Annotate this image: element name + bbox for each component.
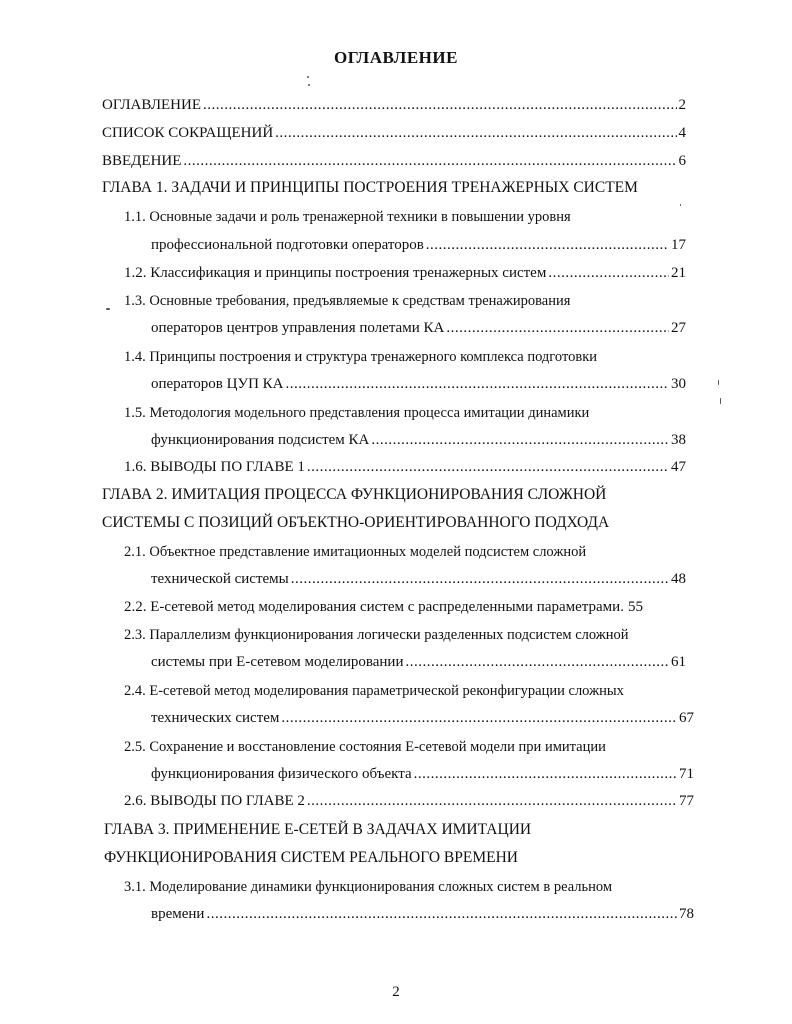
toc-entry-title: 1.6. ВЫВОДЫ ПО ГЛАВЕ 1 bbox=[124, 459, 305, 475]
scan-speck bbox=[680, 204, 681, 206]
toc-entry-page: 61 bbox=[671, 654, 686, 670]
section-title-line[interactable]: 1.1. Основные задачи и роль тренажерной техники в повышении уровня bbox=[124, 209, 571, 225]
section-title-line[interactable]: 1.4. Принципы построения и структура тренажерного комплекса подготовки bbox=[124, 349, 597, 365]
toc-entry-title: времени bbox=[151, 906, 205, 922]
leader-dots bbox=[307, 790, 677, 812]
toc-entry-title: 1.2. Классификация и принципы построения тренажерных систем bbox=[124, 265, 547, 281]
chapter-heading[interactable]: ГЛАВА 2. ИМИТАЦИЯ ПРОЦЕССА ФУНКЦИОНИРОВАНИЯ СЛОЖНОЙ bbox=[102, 486, 607, 503]
leader-dots bbox=[307, 456, 669, 478]
toc-entry-page: 2 bbox=[678, 97, 686, 113]
toc-entry-page: 17 bbox=[671, 237, 686, 253]
toc-entry-page: 27 bbox=[671, 320, 686, 336]
section-title-line[interactable]: 2.4. Е-сетевой метод моделирования параметрической реконфигурации сложных bbox=[124, 683, 624, 699]
leader-dots bbox=[426, 234, 669, 256]
toc-entry-page: 4 bbox=[678, 125, 686, 141]
toc-entry-title: технических систем bbox=[151, 710, 280, 726]
toc-entry-title: технической системы bbox=[151, 571, 289, 587]
scan-speck bbox=[106, 308, 110, 310]
toc-entry[interactable] bbox=[151, 568, 686, 590]
leader-dots bbox=[414, 763, 677, 785]
toc-entry-page: 48 bbox=[671, 571, 686, 587]
chapter-heading[interactable]: ГЛАВА 3. ПРИМЕНЕНИЕ Е-СЕТЕЙ В ЗАДАЧАХ ИМИТАЦИИ bbox=[104, 821, 532, 838]
leader-dots bbox=[291, 568, 669, 590]
section-title-line[interactable]: 2.5. Сохранение и восстановление состояния Е-сетевой модели при имитации bbox=[124, 739, 606, 755]
toc-entry-title: операторов ЦУП КА bbox=[151, 376, 284, 392]
toc-entry[interactable] bbox=[151, 429, 686, 451]
toc-entry[interactable] bbox=[151, 317, 686, 339]
chapter-heading[interactable]: ФУНКЦИОНИРОВАНИЯ СИСТЕМ РЕАЛЬНОГО ВРЕМЕНИ bbox=[104, 849, 518, 866]
leader-dots bbox=[371, 429, 669, 451]
page-number: 2 bbox=[392, 984, 400, 1000]
toc-entry-page: 6 bbox=[678, 153, 686, 169]
toc-entry-page: 71 bbox=[679, 766, 694, 782]
toc-entry-title: профессиональной подготовки операторов bbox=[151, 237, 424, 253]
section-title-line[interactable]: 2.1. Объектное представление имитационных моделей подсистем сложной bbox=[124, 544, 587, 560]
toc-entry-title: системы при Е-сетевом моделировании bbox=[151, 654, 404, 670]
page-title: ОГЛАВЛЕНИЕ bbox=[334, 48, 458, 67]
scan-speck bbox=[308, 84, 310, 86]
section-title-line[interactable]: 2.3. Параллелизм функционирования логически разделенных подсистем сложной bbox=[124, 627, 629, 643]
toc-entry-page: 55 bbox=[627, 599, 643, 615]
toc-entry-title: СПИСОК СОКРАЩЕНИЙ bbox=[102, 125, 274, 141]
leader-dots bbox=[286, 373, 669, 395]
toc-entry-page: 38 bbox=[671, 432, 686, 448]
toc-entry[interactable] bbox=[102, 94, 686, 116]
toc-entry-page: 47 bbox=[671, 459, 686, 475]
toc-entry[interactable] bbox=[151, 234, 686, 256]
toc-entry[interactable] bbox=[124, 790, 694, 812]
chapter-heading[interactable]: ГЛАВА 1. ЗАДАЧИ И ПРИНЦИПЫ ПОСТРОЕНИЯ ТРЕНАЖЕРНЫХ СИСТЕМ bbox=[102, 179, 638, 196]
toc-entry-title: операторов центров управления полетами КА bbox=[151, 320, 445, 336]
section-title-line[interactable]: 1.3. Основные требования, предъявляемые к средствам тренажирования bbox=[124, 293, 571, 309]
toc-entry-title: 2.2. Е-сетевой метод моделирования систем с распределенными параметрами. bbox=[124, 599, 624, 615]
toc-entry-page: 21 bbox=[671, 265, 686, 281]
leader-dots bbox=[275, 122, 676, 144]
toc-entry[interactable] bbox=[151, 903, 694, 925]
leader-dots bbox=[548, 262, 669, 284]
toc-entry-title: функционирования подсистем КА bbox=[151, 432, 370, 448]
leader-dots bbox=[281, 707, 677, 729]
toc-entry-title: функционирования физического объекта bbox=[151, 766, 412, 782]
leader-dots bbox=[203, 94, 677, 116]
toc-entry[interactable] bbox=[151, 373, 686, 395]
section-title-line[interactable]: 1.5. Методология модельного представления процесса имитации динамики bbox=[124, 405, 590, 421]
toc-entry-page: 30 bbox=[671, 376, 686, 392]
toc-entry[interactable] bbox=[151, 651, 686, 673]
toc-entry-page: 78 bbox=[679, 906, 694, 922]
scan-speck bbox=[720, 398, 721, 404]
toc-entry[interactable] bbox=[124, 262, 686, 284]
toc-entry[interactable] bbox=[124, 456, 686, 478]
toc-entry-page: 77 bbox=[679, 793, 694, 809]
scan-speck bbox=[718, 380, 719, 385]
leader-dots bbox=[183, 150, 676, 172]
toc-entry-page: 67 bbox=[679, 710, 694, 726]
leader-dots bbox=[446, 317, 669, 339]
toc-entry[interactable] bbox=[124, 596, 694, 618]
toc-entry-title: 2.6. ВЫВОДЫ ПО ГЛАВЕ 2 bbox=[124, 793, 305, 809]
toc-entry-title: ВВЕДЕНИЕ bbox=[102, 153, 182, 169]
toc-entry[interactable] bbox=[102, 122, 686, 144]
scan-speck bbox=[307, 76, 309, 78]
chapter-heading[interactable]: СИСТЕМЫ С ПОЗИЦИЙ ОБЪЕКТНО-ОРИЕНТИРОВАННОГО ПОДХОДА bbox=[102, 514, 610, 531]
toc-entry-title: ОГЛАВЛЕНИЕ bbox=[102, 97, 201, 113]
toc-entry[interactable] bbox=[151, 763, 694, 785]
toc-entry[interactable] bbox=[102, 150, 686, 172]
leader-dots bbox=[206, 903, 677, 925]
section-title-line[interactable]: 3.1. Моделирование динамики функционирования сложных систем в реальном bbox=[124, 879, 613, 895]
leader-dots bbox=[405, 651, 669, 673]
toc-entry[interactable] bbox=[151, 707, 694, 729]
